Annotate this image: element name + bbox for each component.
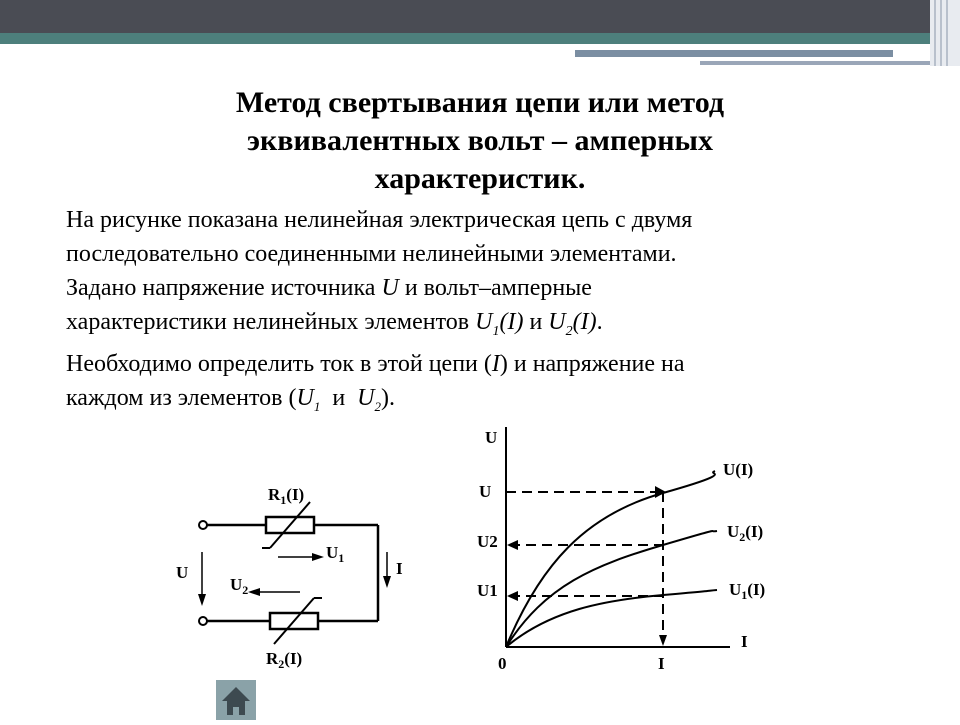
text-line: характеристики нелинейных элементов $U_1(I)$ и $U_2(I)$. [66, 309, 603, 339]
x-axis-label: I [741, 632, 748, 651]
resistor-r1 [262, 502, 314, 548]
u-source-label: U [176, 563, 189, 582]
series-label-u: U(I) [723, 460, 754, 479]
y-tick-label-u2: U2 [477, 532, 498, 551]
paragraph-description [66, 203, 916, 349]
terminal-top [199, 521, 207, 529]
top-bar [0, 0, 960, 33]
paragraph-task [66, 347, 916, 424]
home-button[interactable] [216, 680, 256, 720]
u-source-arrow [198, 552, 206, 606]
va-chart [465, 415, 805, 695]
accent-band [0, 33, 960, 44]
origin-label: 0 [498, 654, 507, 673]
current-arrow [383, 552, 391, 588]
terminal-bottom [199, 617, 207, 625]
y-axis-label: U [485, 428, 498, 447]
resistor-r2 [270, 598, 322, 644]
u1-label: $U_1$ [326, 543, 345, 565]
text-line: Задано напряжение источника U и вольт–амперные [66, 275, 592, 301]
u1-arrow [278, 553, 324, 561]
slide-title: Метод свертывания цепи или метод эквивалентных вольт – амперных характеристик. [235, 86, 725, 195]
decor-stripe-thin [700, 61, 940, 65]
r1-label: $R_1(I)$ [268, 485, 305, 507]
text-line: последовательно соединенными нелинейными элементами. [66, 241, 677, 267]
home-icon [216, 680, 256, 720]
y-tick-label-u1: U1 [477, 581, 498, 600]
x-tick-label: I [658, 654, 665, 673]
series-u1 [506, 590, 717, 647]
arrowhead [507, 540, 518, 550]
arrowhead [507, 591, 518, 601]
r2-label: $R_2(I)$ [266, 649, 303, 671]
series-label-u1: $U_1(I)$ [729, 580, 766, 602]
corner-decor [930, 0, 960, 66]
circuit-diagram [160, 470, 440, 680]
u2-label: $U_2$ [230, 575, 249, 597]
decor-stripe [575, 50, 893, 57]
text-line: На рисунке показана нелинейная электрическая цепь с двумя [66, 207, 693, 233]
current-label: I [396, 559, 403, 578]
u2-arrow [248, 588, 300, 596]
arrowhead [655, 486, 666, 498]
series-u2 [506, 531, 717, 647]
series-u-total [506, 471, 715, 647]
text-line: каждом из элементов ($U_1$ и $U_2$). [66, 385, 396, 414]
arrowhead [659, 635, 667, 646]
series-label-u2: $U_2(I)$ [727, 522, 764, 544]
y-tick-label-u: U [479, 482, 492, 501]
text-line: Необходимо определить ток в этой цепи (I) и напряжение на [66, 351, 685, 377]
